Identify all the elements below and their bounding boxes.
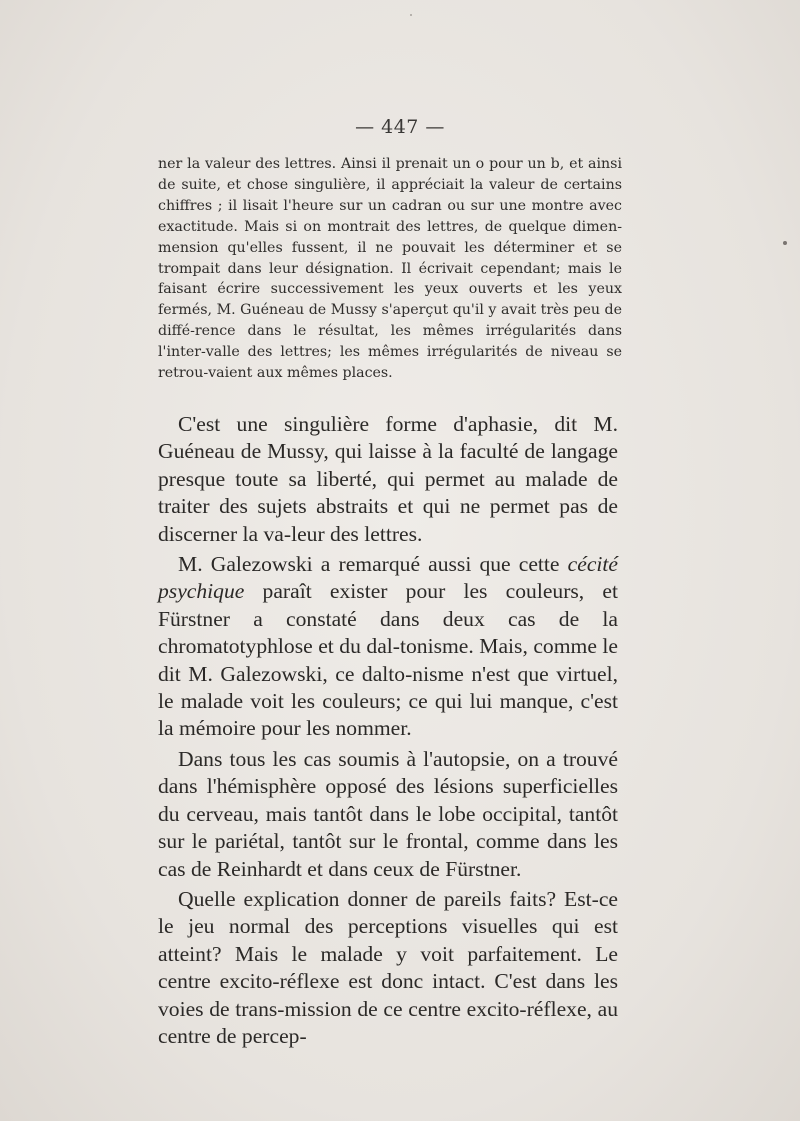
paper-speck (410, 14, 412, 16)
quoted-paragraph: ner la valeur des lettres. Ainsi il prenait un o pour un b, et ainsi de suite, et chose singulière, il appréciait la valeur de certains chiffres ; il lisait l'heure sur un cadran ou sur une montre avec exactitude. Mais si on montrait des lettres, de quelque dimen-mension qu'elles fussent, il ne pouvait les déterminer et se trompait dans leur désignation. Il écrivait cependant; mais le faisant écrire successivement les yeux ouverts et les yeux fermés, M. Guéneau de Mussy s'aperçut qu'il y avait très peu de diffé-rence dans le résultat, les mêmes irrégularités dans l'inter-valle des lettres; les mêmes irrégularités de niveau se retrou-vaient aux mêmes places. (158, 156, 622, 382)
paragraph-2-end: paraît exister pour les couleurs, et Fürstner a constaté dans deux cas de la chromatotyphlose et du dal-tonisme. Mais, comme le dit M. Galezowski, ce dalto-nisme n'est que virtuel, le malade voit les couleurs; ce qui lui manque, c'est la mémoire pour les nommer. (158, 579, 618, 741)
paragraph-4: Quelle explication donner de pareils faits? Est-ce le jeu normal des perceptions visuelles qui est atteint? Mais le malade y voit parfaitement. Le centre excito-réflexe est donc intact. C'est dans les voies de trans-mission de ce centre excito-réflexe, au centre de percep- (158, 886, 618, 1048)
paragraph-1: C'est une singulière forme d'aphasie, dit M. Guéneau de Mussy, qui laisse à la faculté de langage presque toute sa liberté, qui permet au malade de traiter des sujets abstraits et qui ne permet pas de discerner la va-leur des lettres. (158, 412, 618, 546)
page-number: — 447 — (355, 116, 445, 138)
quoted-passage (158, 154, 622, 384)
paragraph-2-start: M. Galezowski a remarqué aussi que cette (178, 552, 568, 577)
main-text (158, 411, 618, 1050)
paper-speck (783, 241, 787, 245)
paragraph-3: Dans tous les cas soumis à l'autopsie, on a trouvé dans l'hémisphère opposé des lésions superficielles du cerveau, mais tantôt dans le lobe occipital, tantôt sur le pariétal, tantôt sur le frontal, comme dans les cas de Reinhardt et dans ceux de Fürstner. (158, 746, 618, 881)
paragraph-2 (158, 551, 618, 743)
italic-term: cécité psychique (158, 552, 618, 604)
